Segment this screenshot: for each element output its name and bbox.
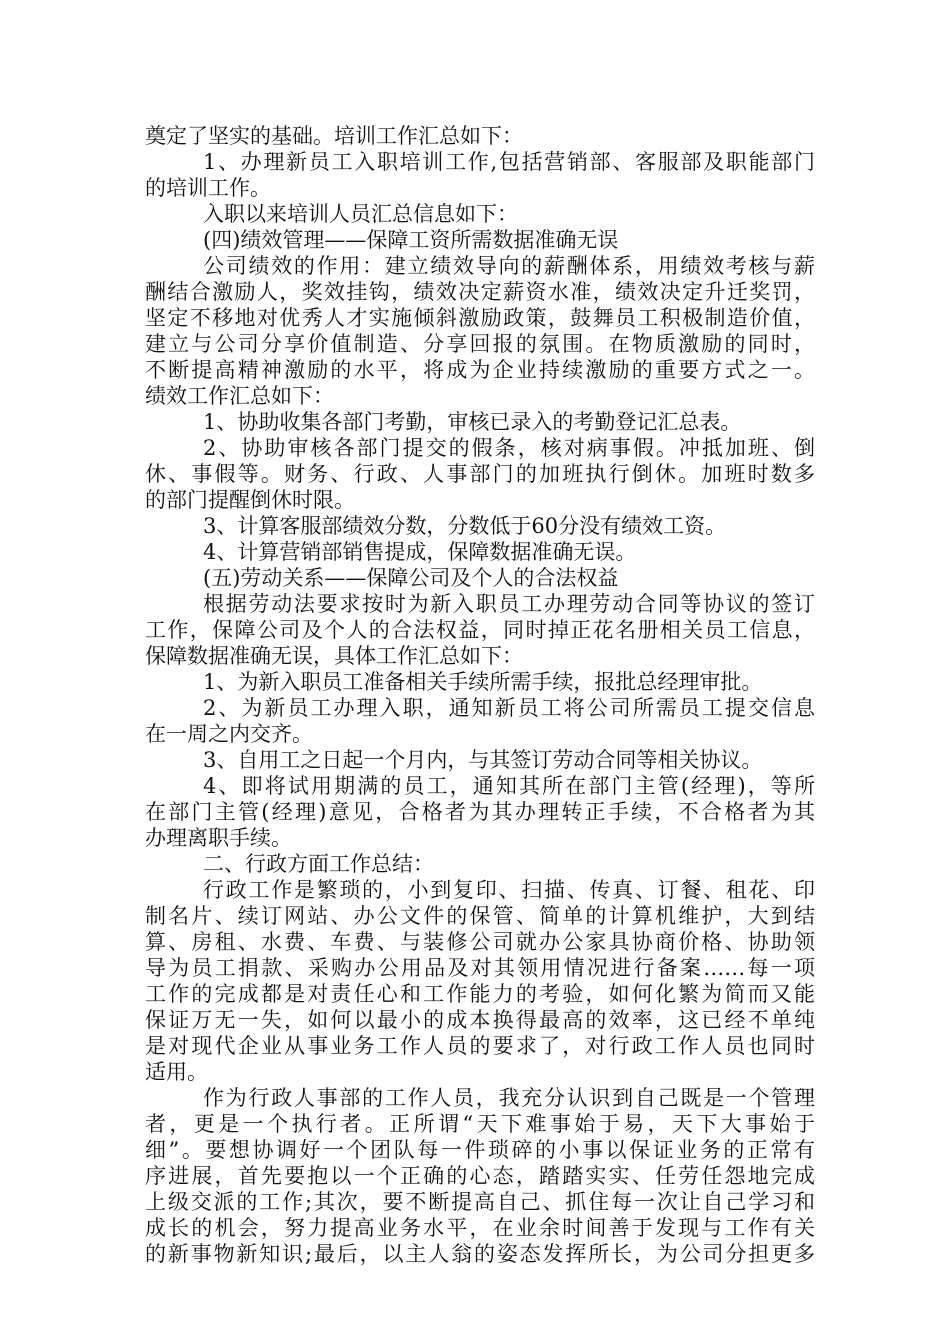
text-line: 2、协助审核各部门提交的假条，核对病事假。冲抵加班、倒 (203, 436, 815, 460)
text-line: 3、自用工之日起一个月内，与其签订劳动合同等相关协议。 (203, 748, 763, 772)
text-line: 奠定了坚实的基础。培训工作汇总如下： (145, 124, 523, 148)
text-line: 酬结合激励人，奖效挂钩，绩效决定薪资水准，绩效决定升迁奖罚， (145, 280, 815, 304)
text-line: 坚定不移地对优秀人才实施倾斜激励政策，鼓舞员工积极制造价值， (145, 306, 815, 330)
text-line: 办理离职手续。 (145, 826, 292, 850)
text-line: 不断提高精神激励的水平，将成为企业持续激励的重要方式之一。 (145, 358, 815, 382)
text-line: 建立与公司分享价值制造、分享回报的氛围。在物质激励的同时， (145, 332, 815, 356)
text-line: (四)绩效管理——保障工资所需数据准确无误 (203, 228, 619, 252)
text-line: 上级交派的工作;其次，要不断提高自己、抓住每一次让自己学习和 (145, 1190, 815, 1214)
text-line: 入职以来培训人员汇总信息如下： (203, 202, 518, 226)
text-line: 作为行政人事部的工作人员，我充分认识到自己既是一个管理 (203, 1086, 815, 1110)
text-line: 1、协助收集各部门考勤，审核已录入的考勤登记汇总表。 (203, 410, 742, 434)
text-line: 二、行政方面工作总结： (203, 852, 434, 876)
text-line: 序进展，首先要抱以一个正确的心态，踏踏实实、任劳任怨地完成 (145, 1164, 815, 1188)
text-line: 工作，保障公司及个人的合法权益，同时掉正花名册相关员工信息， (145, 618, 815, 642)
text-line: 制名片、续订网站、办公文件的保管、简单的计算机维护，大到结 (145, 904, 815, 928)
text-line: 适用。 (145, 1060, 208, 1084)
text-line: 保证万无一失，如何以最小的成本换得最高的效率，这已经不单纯 (145, 1008, 815, 1032)
text-line: 行政工作是繁琐的，小到复印、扫描、传真、订餐、租花、印 (203, 878, 815, 902)
text-line: 者，更是一个执行者。正所谓“天下难事始于易，天下大事始于 (145, 1112, 815, 1136)
text-line: (五)劳动关系——保障公司及个人的合法权益 (203, 566, 619, 590)
text-line: 4、计算营销部销售提成，保障数据准确无误。 (203, 540, 637, 564)
text-line: 休、事假等。财务、行政、人事部门的加班执行倒休。加班时数多 (145, 462, 815, 486)
text-line: 1、为新入职员工准备相关手续所需手续，报批总经理审批。 (203, 670, 763, 694)
document-body-text (145, 123, 815, 1267)
text-line: 的培训工作。 (145, 176, 271, 200)
text-line: 的部门提醒倒休时限。 (145, 488, 355, 512)
text-line: 算、房租、水费、车费、与装修公司就办公家具协商价格、协助领 (145, 930, 815, 954)
text-line: 1、办理新员工入职培训工作,包括营销部、客服部及职能部门 (203, 150, 815, 174)
text-line: 的新事物新知识;最后，以主人翁的姿态发挥所长，为公司分担更多 (145, 1242, 815, 1266)
text-line: 3、计算客服部绩效分数，分数低于60分没有绩效工资。 (203, 514, 727, 538)
text-line: 4、即将试用期满的员工，通知其所在部门主管(经理)，等所 (203, 774, 815, 798)
text-line: 细”。要想协调好一个团队每一件琐碎的小事以保证业务的正常有 (145, 1138, 815, 1162)
text-line: 是对现代企业从事业务工作人员的要求了，对行政工作人员也同时 (145, 1034, 815, 1058)
text-line: 保障数据准确无误，具体工作汇总如下： (145, 644, 523, 668)
text-line: 绩效工作汇总如下： (145, 384, 334, 408)
text-line: 在部门主管(经理)意见，合格者为其办理转正手续，不合格者为其 (145, 800, 815, 824)
text-line: 根据劳动法要求按时为新入职员工办理劳动合同等协议的签订 (203, 592, 815, 616)
text-line: 在一周之内交齐。 (145, 722, 313, 746)
text-line: 2、为新员工办理入职，通知新员工将公司所需员工提交信息 (203, 696, 815, 720)
text-line: 成长的机会，努力提高业务水平，在业余时间善于发现与工作有关 (145, 1216, 815, 1240)
text-line: 工作的完成都是对责任心和工作能力的考验，如何化繁为简而又能 (145, 982, 815, 1006)
text-line: 公司绩效的作用：建立绩效导向的薪酬体系，用绩效考核与薪 (203, 254, 815, 278)
text-line: 导为员工捐款、采购办公用品及对其领用情况进行备案……每一项 (145, 956, 815, 980)
